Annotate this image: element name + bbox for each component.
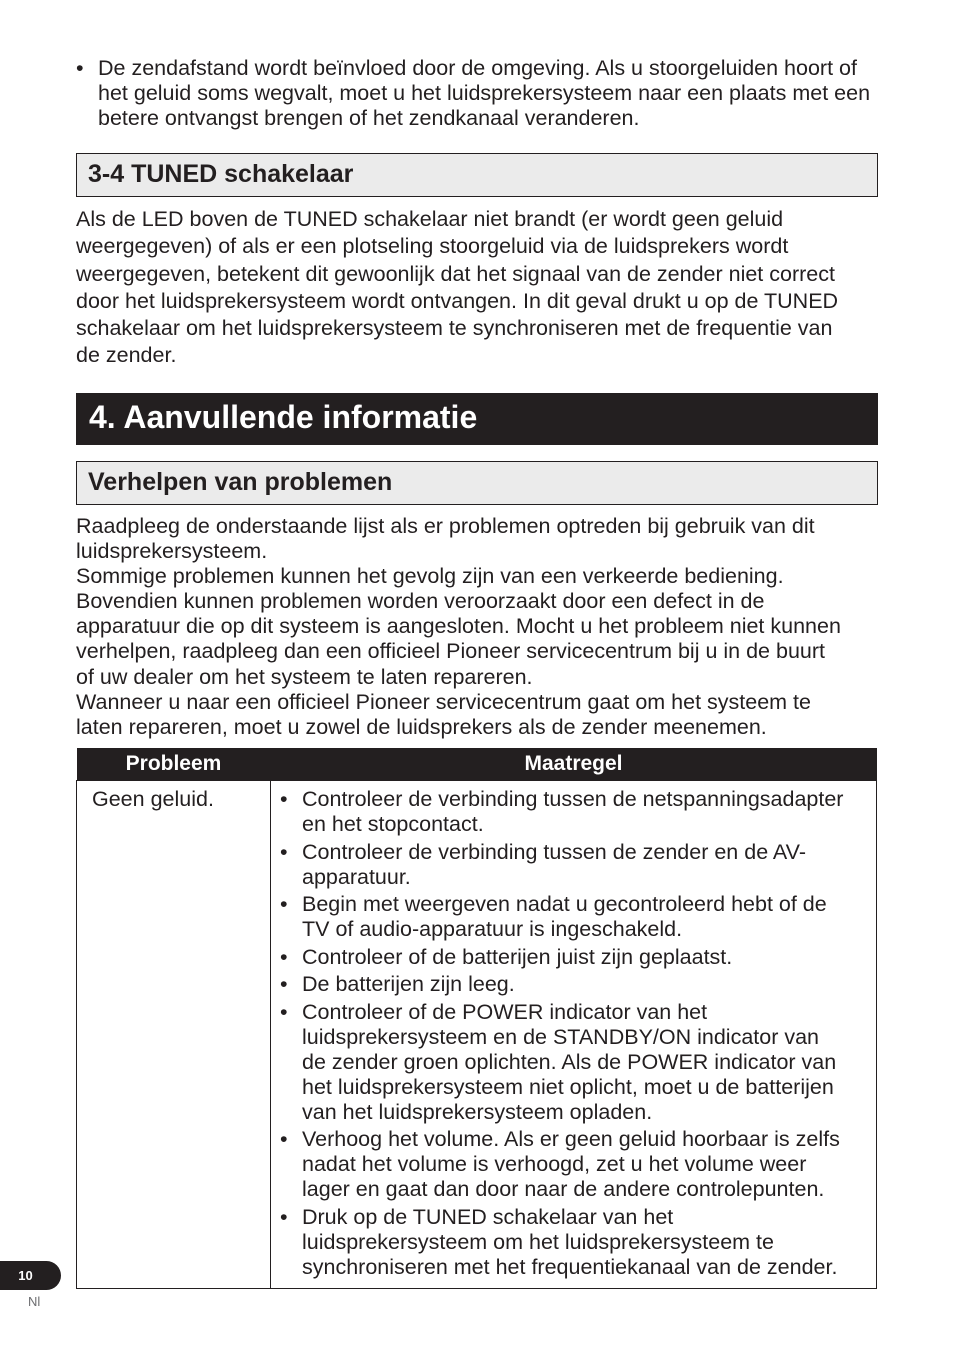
action-item (280, 1000, 870, 1125)
paragraph-line: of uw dealer om het systeem te laten repareren. (76, 664, 533, 689)
action-line: TV of audio-apparatuur is ingeschakeld. (302, 917, 683, 941)
action-line: Controleer of de batterijen juist zijn geplaatst. (302, 944, 733, 969)
page-number: 10 (0, 1261, 61, 1290)
bullet-marker: • (280, 999, 288, 1024)
action-item (280, 840, 870, 890)
action-item (280, 1205, 870, 1280)
paragraph-line: weergegeven, betekent dit gewoonlijk dat het signaal van de zender niet correct (76, 261, 835, 286)
action-line: Verhoog het volume. Als er geen geluid hoorbaar is zelfs (302, 1127, 840, 1151)
action-line: Druk op de TUNED schakelaar van het (302, 1204, 674, 1229)
paragraph-line: schakelaar om het luidsprekersysteem te synchroniseren met de frequentie van (76, 316, 833, 341)
action-item (280, 892, 870, 942)
bullet-marker: • (76, 56, 84, 80)
troubleshooting-heading: Verhelpen van problemen (76, 461, 878, 505)
table-header-row (77, 748, 877, 781)
paragraph-line: apparatuur die op dit systeem is aangesloten. Mocht u het probleem niet kunnen (76, 614, 841, 639)
intro-bullet-text: De zendafstand wordt beïnvloed door de omgeving. Als u stoorgeluiden hoort of het geluid soms wegvalt, moet u het luidsprekersysteem naar een plaats met een betere ontvangst brengen of het zendkanaal veranderen. (98, 56, 871, 130)
action-line: van het luidsprekersysteem opladen. (302, 1099, 653, 1124)
action-line: nadat het volume is verhoogd, zet u het volume weer (302, 1152, 807, 1176)
paragraph-line: Sommige problemen kunnen het gevolg zijn van een verkeerde bediening. (76, 564, 784, 589)
action-line: de zender groen oplichten. Als de POWER indicator van (302, 1049, 837, 1074)
problem-cell: Geen geluid. (77, 781, 271, 1289)
troubleshooting-table (76, 748, 877, 1289)
paragraph-line: Raadpleeg de onderstaande lijst als er problemen optreden bij gebruik van dit (76, 514, 815, 538)
troubleshooting-paragraph (76, 514, 881, 740)
tuned-switch-heading: 3-4 TUNED schakelaar (76, 153, 878, 197)
action-line: Controleer de verbinding tussen de netspanningsadapter (302, 787, 844, 811)
paragraph-line: door het luidsprekersysteem wordt ontvangen. In dit geval drukt u op de TUNED (76, 288, 839, 313)
action-line: luidsprekersysteem om het luidsprekersysteem te (302, 1229, 774, 1254)
action-line: Controleer of de POWER indicator van het (302, 999, 708, 1024)
table-row (77, 781, 877, 1289)
bullet-marker: • (280, 1204, 288, 1229)
action-line: luidsprekersysteem en de STANDBY/ON indicator van (302, 1024, 820, 1049)
action-cell (271, 781, 877, 1289)
action-line: het luidsprekersysteem niet oplicht, moet u de batterijen (302, 1074, 834, 1099)
paragraph-line: verhelpen, raadpleeg dan een officieel Pioneer servicecentrum bij u in de buurt (76, 639, 825, 664)
action-item (280, 1127, 870, 1202)
action-line: lager en gaat dan door naar de andere controlepunten. (302, 1177, 825, 1201)
action-item (280, 787, 870, 837)
paragraph-line: de zender. (76, 343, 177, 368)
bullet-marker: • (280, 972, 288, 996)
bullet-marker: • (280, 839, 288, 864)
action-line: synchroniseren met het frequentiekanaal van de zender. (302, 1254, 838, 1279)
action-item (280, 945, 870, 970)
paragraph-line: Wanneer u naar een officieel Pioneer servicecentrum gaat om het systeem te (76, 689, 811, 714)
action-line: Begin met weergeven nadat u gecontroleerd hebt of de (302, 892, 827, 916)
action-line: Controleer de verbinding tussen de zender en de AV- (302, 839, 806, 864)
action-item (280, 972, 870, 997)
intro-bullet (76, 56, 876, 131)
paragraph-line: luidsprekersysteem. (76, 539, 268, 564)
action-line: De batterijen zijn leeg. (302, 972, 515, 996)
chapter-title: 4. Aanvullende informatie (76, 393, 878, 445)
bullet-marker: • (280, 944, 288, 969)
language-code: Nl (28, 1294, 41, 1309)
header-action: Maatregel (271, 748, 877, 781)
bullet-marker: • (280, 787, 288, 811)
action-line: en het stopcontact. (302, 812, 484, 836)
bullet-marker: • (280, 892, 288, 916)
action-line: apparatuur. (302, 864, 411, 889)
action-list (280, 787, 870, 1280)
paragraph-line: Als de LED boven de TUNED schakelaar niet brandt (er wordt geen geluid (76, 207, 784, 231)
paragraph-line: Bovendien kunnen problemen worden veroorzaakt door een defect in de (76, 589, 765, 614)
bullet-marker: • (280, 1127, 288, 1151)
paragraph-line: weergegeven) of als er een plotseling stoorgeluid via de luidsprekers wordt (76, 234, 789, 259)
paragraph-line: laten repareren, moet u zowel de luidsprekers als de zender meenemen. (76, 714, 767, 739)
tuned-switch-paragraph (76, 206, 881, 370)
header-problem: Probleem (77, 748, 271, 781)
